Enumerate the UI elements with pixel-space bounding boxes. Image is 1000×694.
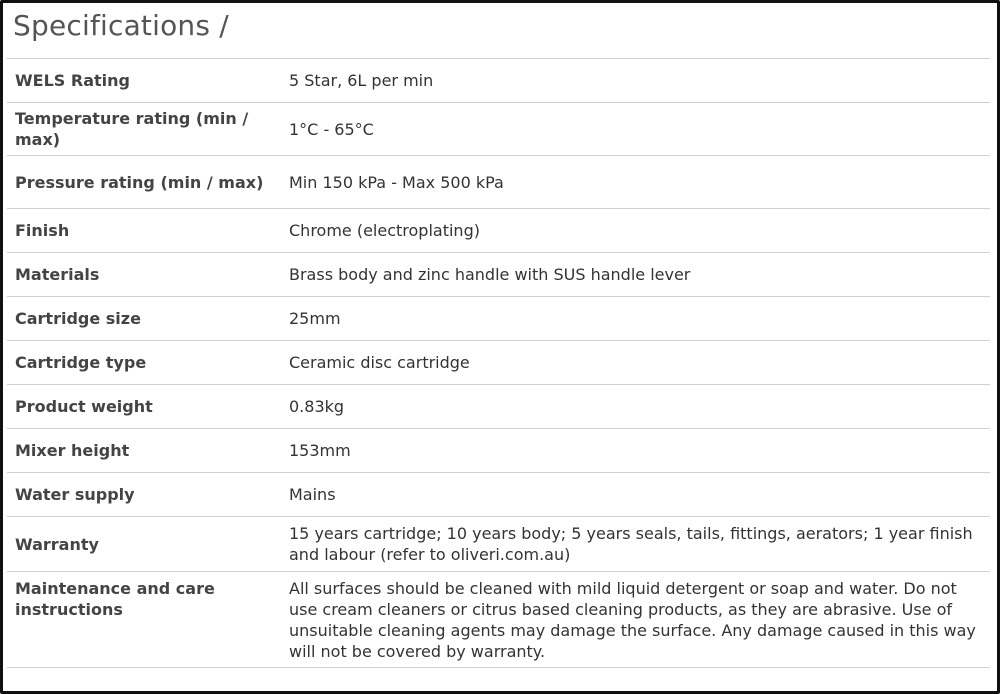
row-label: WELS Rating xyxy=(15,71,130,90)
row-value: Mains xyxy=(289,485,336,504)
row-label: Materials xyxy=(15,265,100,284)
table-row xyxy=(7,473,990,517)
row-label: Warranty xyxy=(15,534,99,554)
row-value: Min 150 kPa - Max 500 kPa xyxy=(289,172,504,192)
row-label: Pressure rating (min / max) xyxy=(15,172,264,192)
table-row xyxy=(7,156,990,209)
row-label: Product weight xyxy=(15,397,153,416)
row-value: Chrome (electroplating) xyxy=(289,221,480,240)
table-row xyxy=(7,572,990,668)
row-value: Brass body and zinc handle with SUS handle lever xyxy=(289,265,691,284)
row-value: Ceramic disc cartridge xyxy=(289,353,470,372)
table-row xyxy=(7,59,990,103)
row-label: Cartridge size xyxy=(15,309,141,328)
spec-table xyxy=(7,58,990,668)
page-title: Specifications / xyxy=(13,9,229,42)
table-row xyxy=(7,209,990,253)
row-value: 153mm xyxy=(289,441,351,460)
table-row xyxy=(7,385,990,429)
row-value: All surfaces should be cleaned with mild liquid detergent or soap and water. Do not use cream cleaners or citrus based cleaning products, as they are abrasive. Use of unsuitable cleaning agents may damage the surface. Any damage caused in this way will not be covered by warranty. xyxy=(289,579,976,661)
row-value: 1°C - 65°C xyxy=(289,119,374,139)
row-label: Maintenance and care instructions xyxy=(15,579,215,619)
row-label: Water supply xyxy=(15,485,135,504)
row-label: Mixer height xyxy=(15,441,130,460)
row-value: 25mm xyxy=(289,309,341,328)
row-value: 15 years cartridge; 10 years body; 5 years seals, tails, fittings, aerators; 1 year finish and labour (refer to oliveri.com.au) xyxy=(289,524,973,564)
row-label: Finish xyxy=(15,221,70,240)
table-row xyxy=(7,429,990,473)
table-row xyxy=(7,297,990,341)
table-row xyxy=(7,517,990,572)
table-row xyxy=(7,341,990,385)
table-row xyxy=(7,103,990,156)
table-row xyxy=(7,253,990,297)
row-value: 5 Star, 6L per min xyxy=(289,71,434,90)
row-label: Temperature rating (min / max) xyxy=(15,109,249,149)
row-label: Cartridge type xyxy=(15,353,147,372)
row-value: 0.83kg xyxy=(289,397,345,416)
